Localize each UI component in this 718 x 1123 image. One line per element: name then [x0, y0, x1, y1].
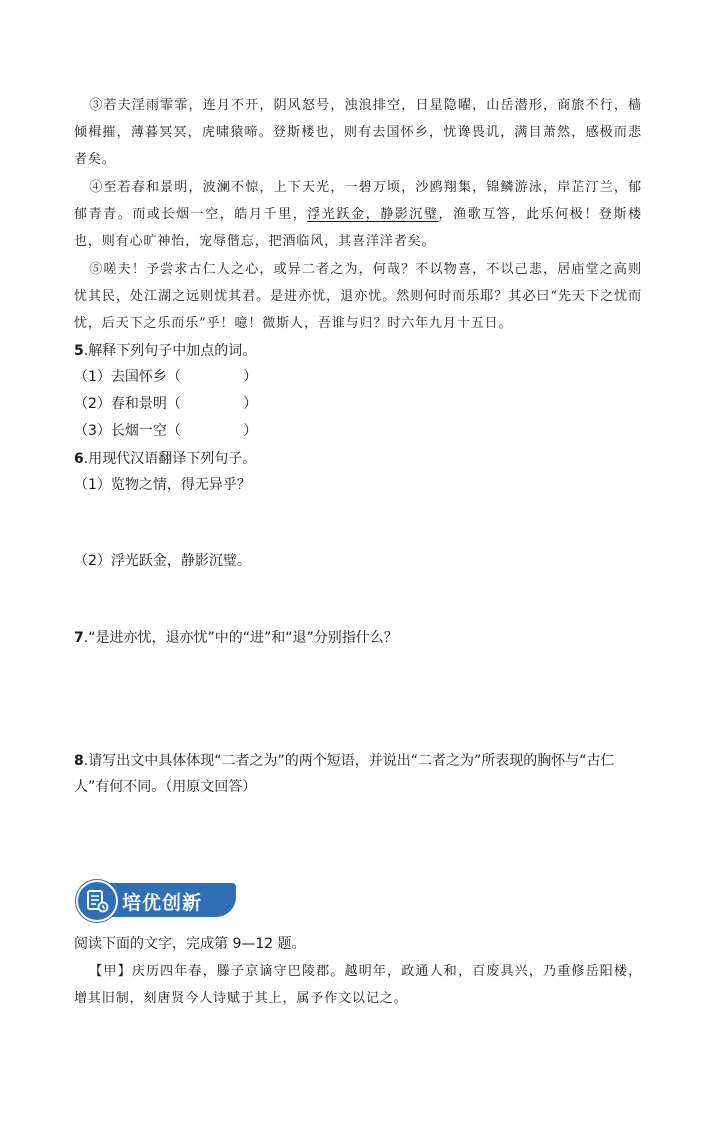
question-number: 5 — [74, 343, 84, 359]
passage-text: ，渔歌互答，此乐何极！登斯楼也，则有心旷神怡，宠辱偕忘，把酒临风，其喜洋洋者矣。 — [74, 207, 642, 249]
underlined-phrase: 浮光跃金，静影沉璧 — [307, 207, 439, 222]
page — [74, 0, 644, 1123]
question-number: 8 — [74, 753, 84, 769]
passage-paragraph-4 — [74, 174, 642, 255]
question-5-item-1: （1）去国怀乡（ ） — [74, 369, 258, 385]
question-7 — [74, 625, 644, 651]
question-number: 7 — [74, 630, 84, 646]
question-6-item-2: （2）浮光跃金，静影沉璧。 — [74, 553, 251, 569]
passage-paragraph-5 — [74, 256, 642, 337]
question-6 — [74, 446, 644, 472]
question-text: .用现代汉语翻译下列句子。 — [83, 451, 257, 467]
question-6-item-1: （1）览物之情，得无异乎？ — [74, 477, 251, 493]
passage-text: ④至若春和景明，波澜不惊，上下天光，一碧万顷，沙鸥翔集，锦鳞游泳，岸芷汀兰，郁郁青青。而或长烟一空，皓月千里， — [74, 180, 642, 222]
passage-paragraph-3 — [74, 92, 642, 173]
question-5-item-2: （2）春和景明（ ） — [74, 396, 258, 412]
question-5 — [74, 338, 644, 364]
question-text: .“是进亦忧，退亦忧”中的“进”和“退”分别指什么？ — [83, 630, 398, 646]
question-text: .请写出文中具体体现“二者之为”的两个短语，并说出“二者之为”所表现的胸怀与“古仁人”有何不同。（用原文回答） — [74, 753, 615, 795]
question-5-item-3: （3）长烟一空（ ） — [74, 423, 258, 439]
section-title: 培优创新 — [122, 892, 203, 914]
question-text: .解释下列句子中加点的词。 — [83, 343, 257, 359]
question-number: 6 — [74, 451, 84, 467]
passage-text: 庆历四年春，滕子京谪守巴陵郡。越明年，政通人和，百废具兴，乃重修岳阳楼，增其旧制，刻唐贤今人诗赋于其上，属予作文以记之。 — [74, 964, 643, 1006]
passage-jia — [74, 958, 642, 1012]
section-banner — [76, 880, 236, 920]
section-intro: 阅读下面的文字，完成第 9—12 题。 — [74, 936, 306, 952]
passage-label: 【甲】 — [89, 964, 132, 979]
passage-text: ⑤嗟夫！予尝求古仁人之心，或异二者之为，何哉？不以物喜，不以己悲，居庙堂之高则忧其民，处江湖之远则忧其君。是进亦忧，退亦忧。然则何时而乐耶？其必曰“先天下之忧而忧，后天下之乐而乐”乎！噫！微斯人，吾谁与归？时六年九月十五日。 — [74, 262, 642, 331]
question-8 — [74, 748, 644, 800]
passage-text: ③若夫淫雨霏霏，连月不开，阴风怒号，浊浪排空，日星隐曜，山岳潜形，商旅不行，樯倾楫摧，薄暮冥冥，虎啸猿啼。登斯楼也，则有去国怀乡，忧谗畏讥，满目萧然，感极而悲者矣。 — [74, 98, 642, 167]
book-icon — [76, 880, 118, 922]
